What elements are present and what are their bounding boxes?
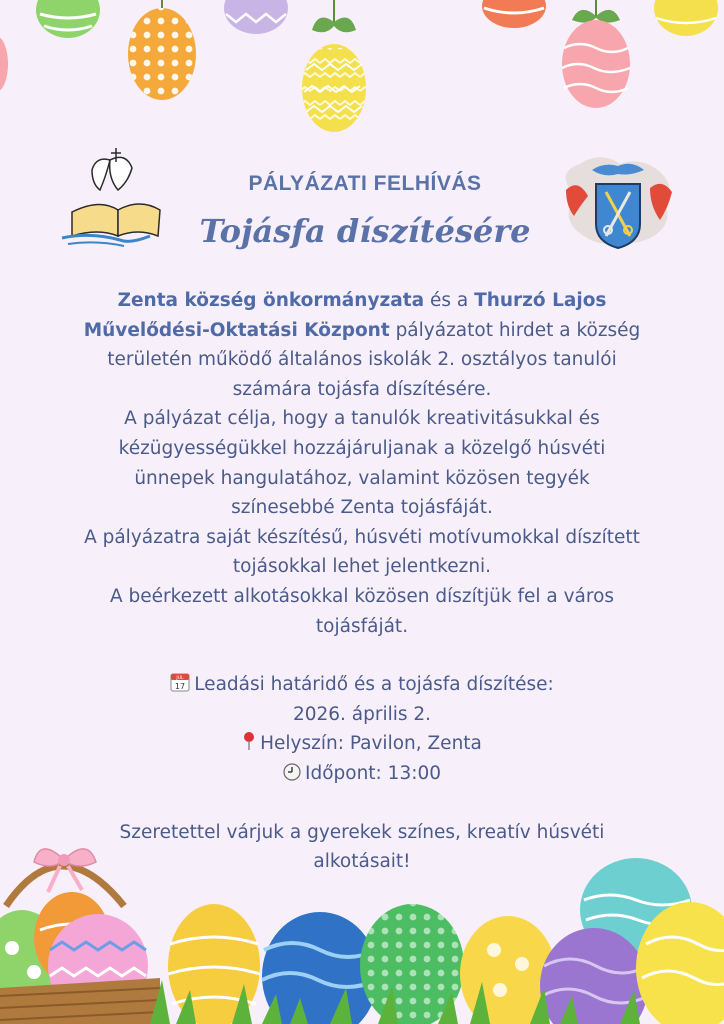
hanging-egg-red	[482, 0, 546, 28]
clock-icon	[283, 763, 301, 781]
hanging-egg-pink	[562, 0, 630, 108]
hanging-egg-green	[36, 0, 100, 38]
entry-paragraph: A pályázatra saját készítésű, húsvéti motívumokkal díszített tojásokkal lehet jelentkezni.	[84, 526, 640, 578]
hanging-egg-yellow-right	[654, 0, 718, 36]
intro-rest: pályázatot hirdet a község területén működő általános iskolák 2. osztályos tanulói számára tojásfa díszítésére.	[107, 319, 641, 400]
deadline-date: 2026. április 2.	[292, 703, 432, 725]
time-line	[80, 759, 644, 789]
page-subtitle: Tojásfa díszítésére	[199, 212, 531, 250]
deadline-label: Leadási határidő és a tojásfa díszítése:	[194, 674, 554, 696]
time-text: Időpont: 13:00	[305, 762, 441, 784]
calendar-icon	[170, 672, 190, 692]
zenta-coat-of-arms	[566, 157, 672, 248]
org-municipality: Zenta község önkormányzata	[117, 290, 425, 311]
culture-center-logo	[62, 148, 160, 246]
hanging-egg-purple	[224, 0, 288, 34]
location-text: Helyszín: Pavilon, Zenta	[260, 733, 482, 755]
calendar-icon-day: 17	[175, 682, 186, 692]
calendar-icon-month: JUL	[176, 676, 184, 682]
intro-connector: és a	[424, 290, 475, 311]
deadline-line	[80, 670, 644, 700]
location-line	[80, 729, 644, 759]
closing-paragraph: Szeretettel várjuk a gyerekek színes, kreatív húsvéti alkotásait!	[119, 821, 605, 873]
hanging-egg-yellow	[302, 0, 366, 132]
decoration-paragraph: A beérkezett alkotásokkal közösen díszítjük fel a város tojásfáját.	[109, 585, 615, 637]
pin-icon	[242, 731, 256, 751]
org-culture-center: Thurzó Lajos Művelődési-Oktatási Központ	[83, 290, 607, 341]
hanging-egg-pink-left-edge	[0, 36, 8, 92]
announcement-body	[80, 286, 644, 877]
intro-paragraph	[80, 286, 644, 404]
purpose-paragraph: A pályázat célja, hogy a tanulók kreativitásukkal és kézügyességükkel hozzájáruljanak a közelgő húsvéti ünnepek hangulatához, valamint közösen tegyék színesebbé Zenta tojásfáját.	[118, 408, 606, 519]
hanging-egg-orange	[128, 0, 196, 100]
page-title: PÁLYÁZATI FELHÍVÁS	[248, 172, 482, 195]
